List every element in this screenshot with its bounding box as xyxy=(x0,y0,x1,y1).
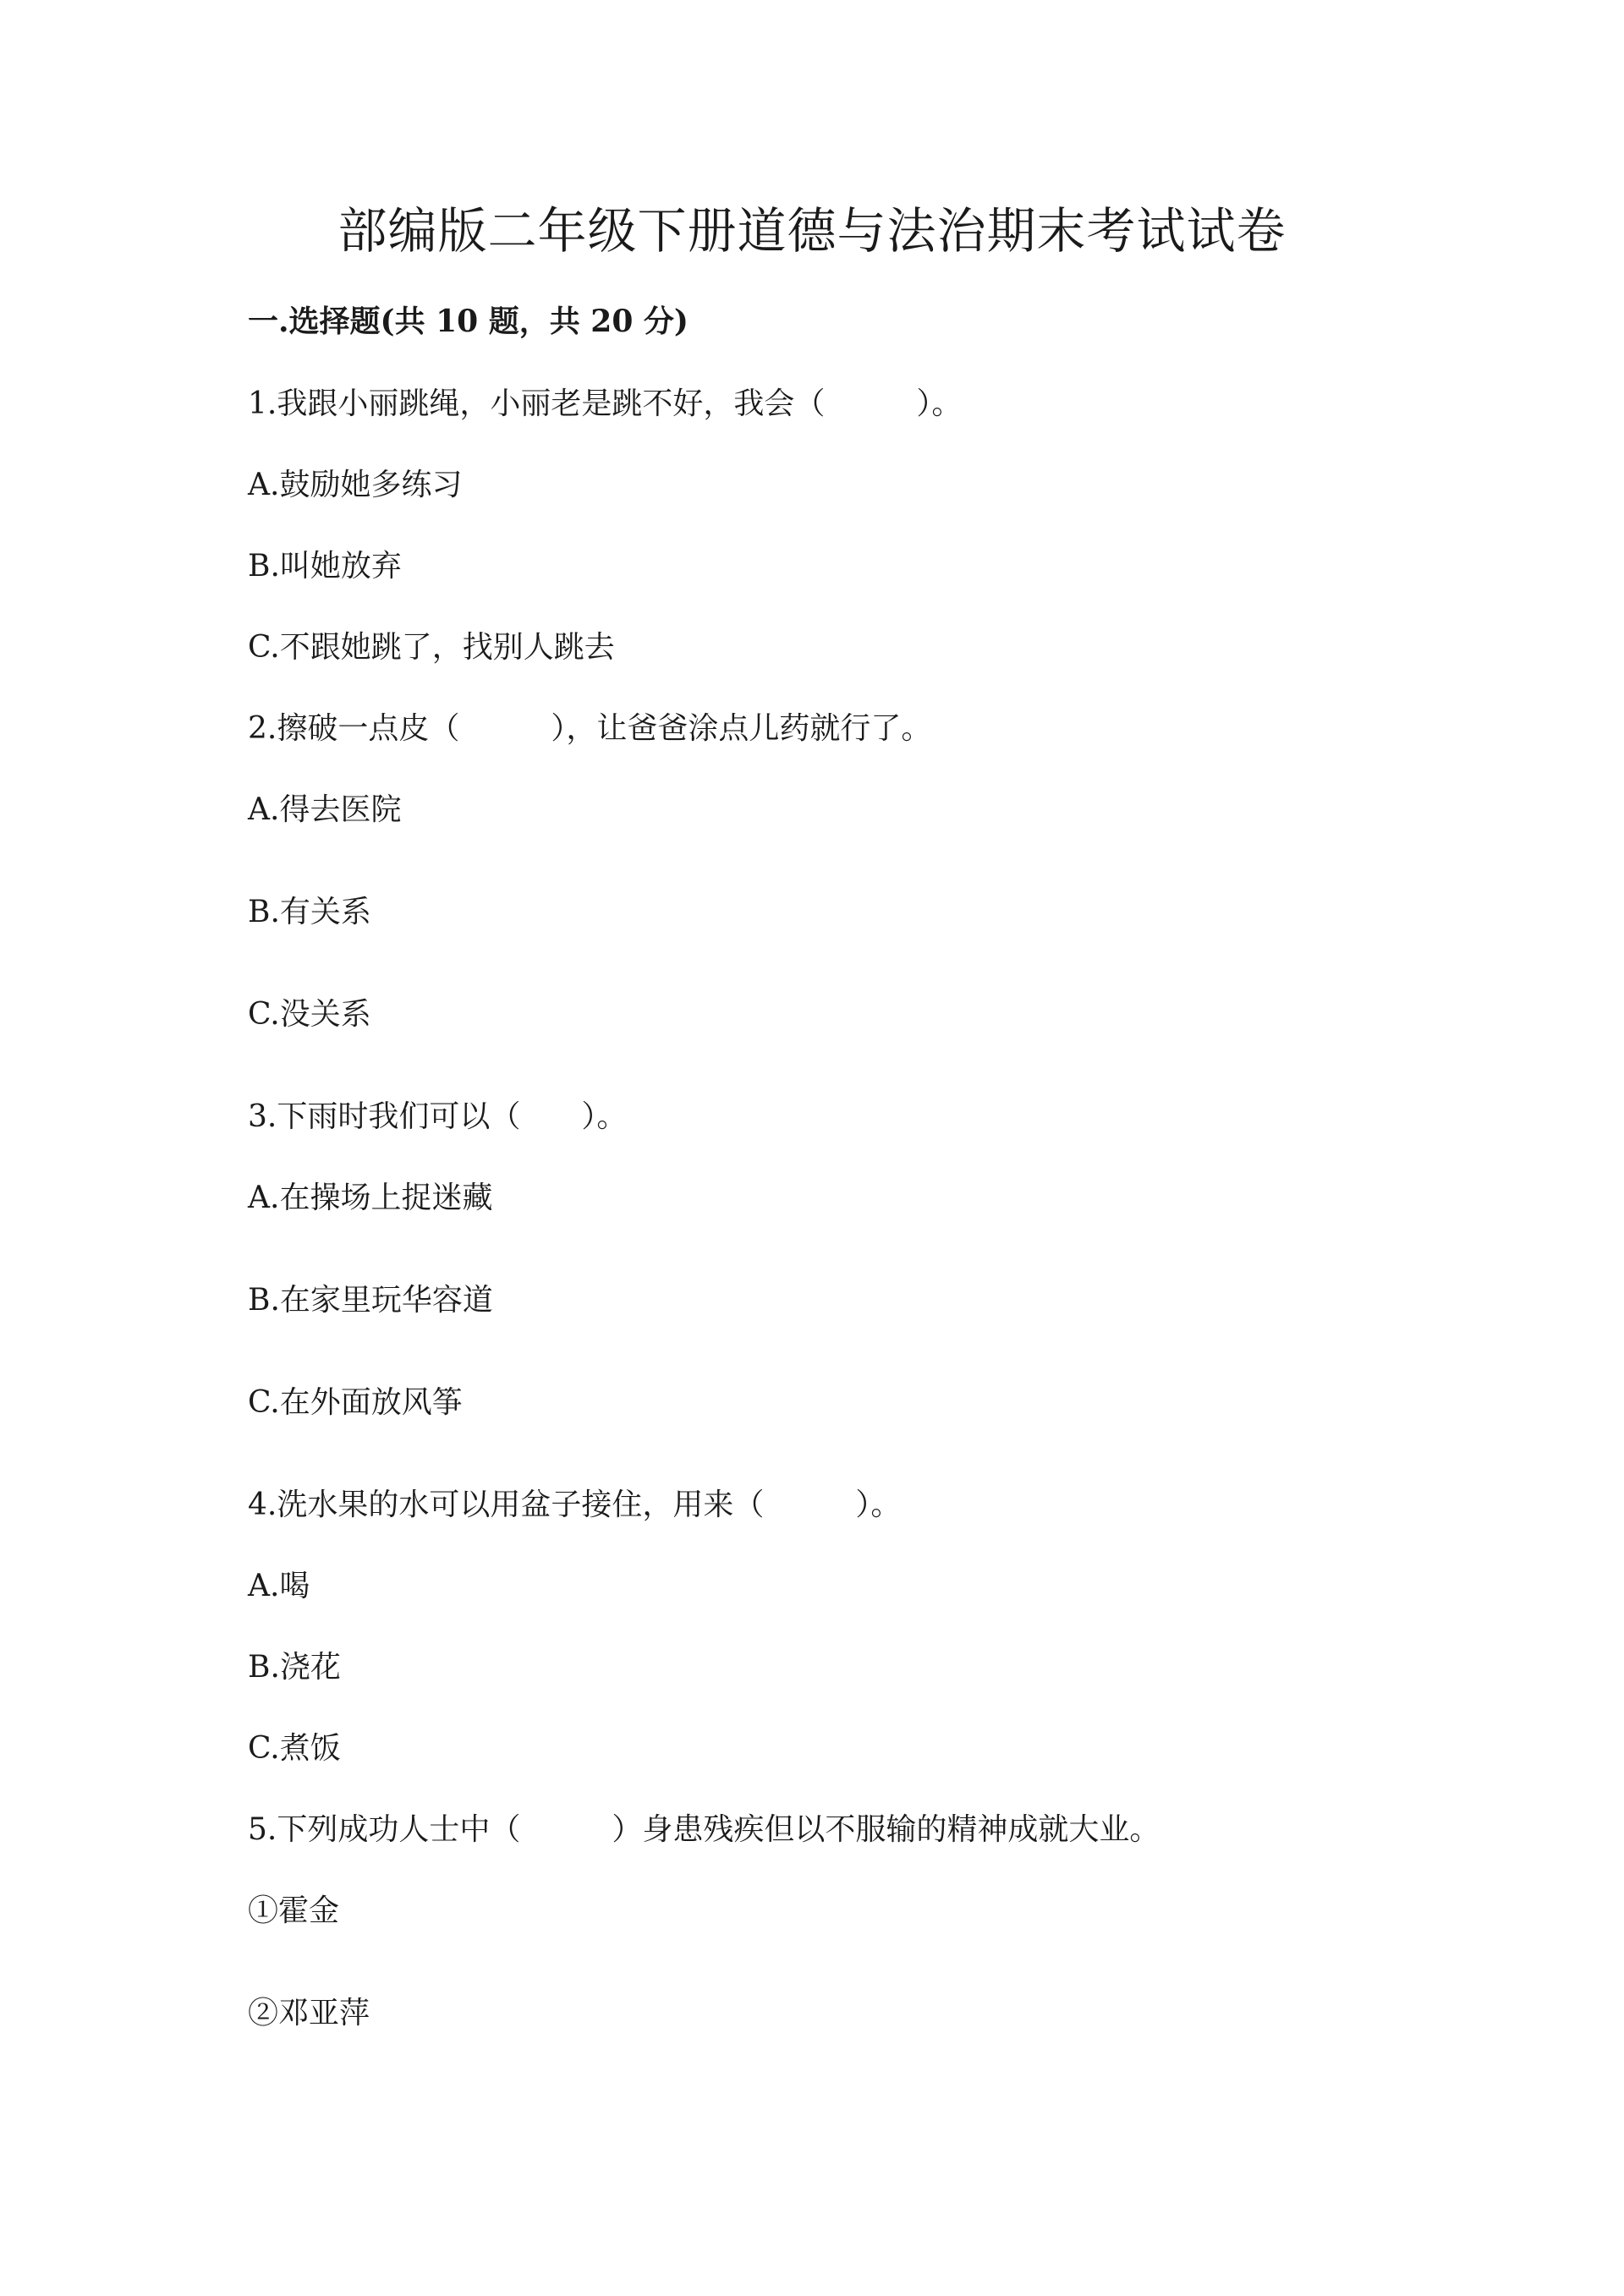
page-title: 部编版二年级下册道德与法治期末考试试卷 xyxy=(337,202,1287,260)
question-1-option-a: A.鼓励她多练习 xyxy=(248,468,463,502)
question-1-stem: 1.我跟小丽跳绳，小丽老是跳不好，我会（ ）。 xyxy=(248,386,963,421)
section-heading: 一.选择题(共 10 题，共 20 分) xyxy=(248,304,689,339)
question-3-option-a: A.在操场上捉迷藏 xyxy=(248,1181,493,1215)
question-4-stem: 4.洗水果的水可以用盆子接住，用来（ ）。 xyxy=(248,1488,902,1522)
question-4-option-a: A.喝 xyxy=(248,1569,310,1603)
question-2-option-a: A.得去医院 xyxy=(248,792,402,827)
question-5-stem: 5.下列成功人士中（ ）身患残疾但以不服输的精神成就大业。 xyxy=(248,1812,1160,1847)
question-2-option-b: B.有关系 xyxy=(248,895,371,929)
question-3-option-c: C.在外面放风筝 xyxy=(248,1385,463,1420)
question-2-option-c: C.没关系 xyxy=(248,997,371,1032)
question-4-option-c: C.煮饭 xyxy=(248,1731,341,1766)
question-3-option-b: B.在家里玩华容道 xyxy=(248,1283,493,1318)
question-3-stem: 3.下雨时我们可以（ ）。 xyxy=(248,1099,628,1134)
question-5-option-1: ①霍金 xyxy=(248,1893,340,1928)
question-1-option-b: B.叫她放弃 xyxy=(248,549,402,584)
question-5-option-2: ②邓亚萍 xyxy=(248,1996,370,2030)
question-4-option-b: B.浇花 xyxy=(248,1650,341,1685)
question-1-option-c: C.不跟她跳了，找别人跳去 xyxy=(248,630,615,665)
question-2-stem: 2.擦破一点皮（ ），让爸爸涂点儿药就行了。 xyxy=(248,711,932,746)
